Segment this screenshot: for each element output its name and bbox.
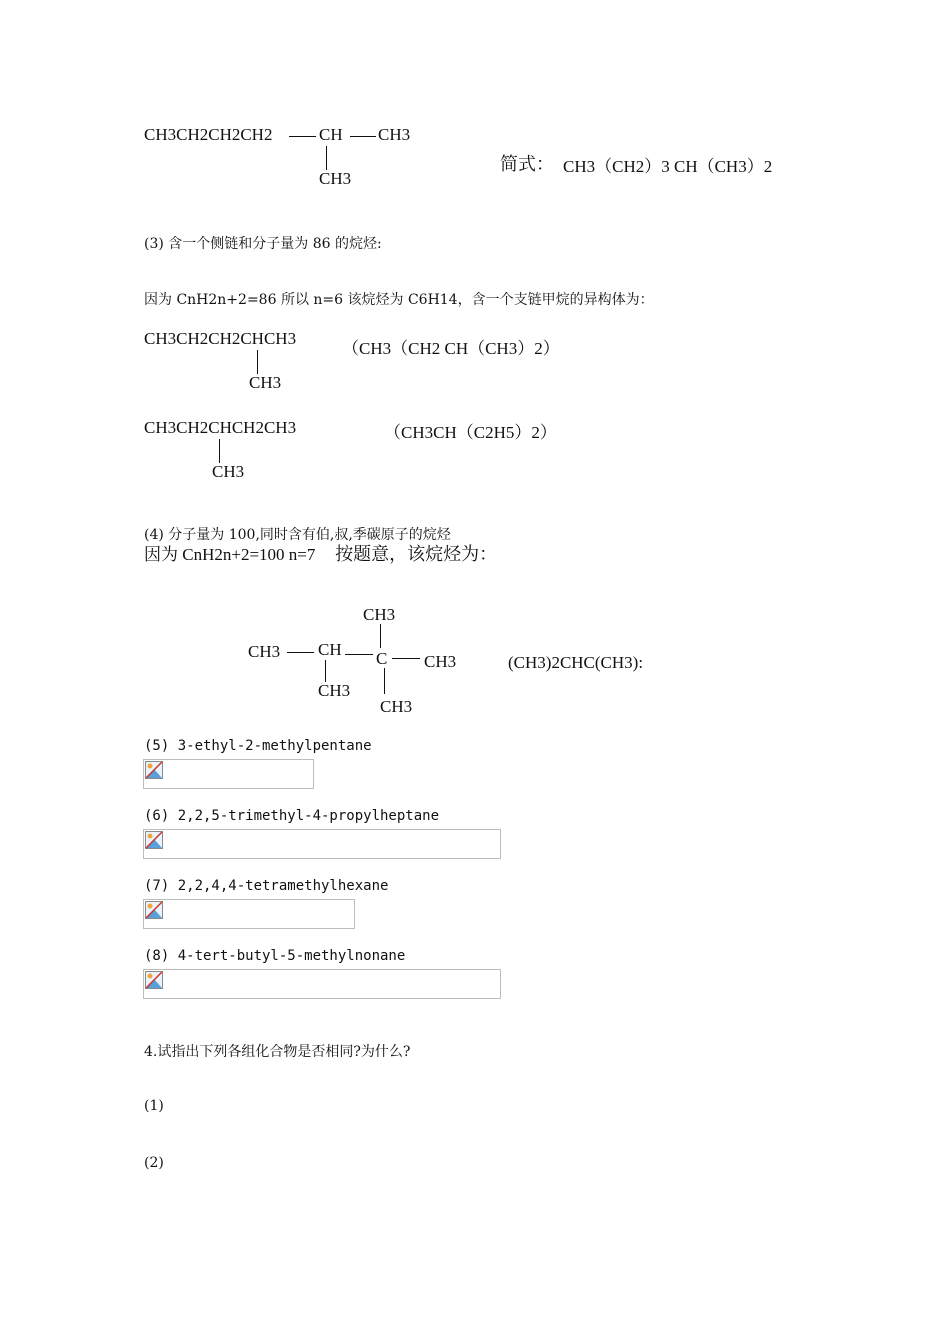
- broken-image-icon: [145, 761, 163, 779]
- question-4-sub-1: (1): [144, 1098, 164, 1114]
- bond-line: [392, 658, 420, 659]
- item-6-label: (6) 2,2,5-trimethyl-4-propylheptane: [144, 808, 440, 824]
- question-4-heading: 4.试指出下列各组化合物是否相同?为什么?: [144, 1044, 411, 1060]
- item-8-image: [143, 969, 501, 999]
- isomer-2-condensed: （CH3CH（C2H5）2）: [384, 423, 557, 442]
- ch3-under-ch: CH3: [318, 681, 351, 700]
- condensed-label: 简式：: [500, 154, 554, 175]
- section-3-heading: (3) 含一个侧链和分子量为 86 的烷烃:: [144, 236, 382, 252]
- ch3-left: CH3: [248, 642, 281, 661]
- item-7-label: (7) 2,2,4,4-tetramethylhexane: [144, 878, 389, 894]
- bond-line: [384, 668, 385, 694]
- bond-line: [287, 652, 314, 653]
- bond-line: [350, 136, 376, 137]
- section-4-heading: (4) 分子量为 100,同时含有伯,叔,季碳原子的烷烃: [144, 527, 451, 543]
- question-4-sub-2: (2): [144, 1155, 164, 1171]
- structure-main-chain: CH3CH2CH2CH2: [144, 125, 273, 144]
- broken-image-icon: [145, 971, 163, 989]
- ch3-top: CH3: [363, 605, 396, 624]
- isomer-2-branch: CH3: [212, 462, 245, 481]
- item-6-image: [143, 829, 501, 859]
- structure-ch: CH: [319, 125, 343, 144]
- bond-line: [380, 624, 381, 648]
- ch-center: CH: [318, 640, 342, 659]
- structure-ch3-below: CH3: [319, 169, 352, 188]
- item-5-label: (5) 3-ethyl-2-methylpentane: [144, 738, 372, 754]
- isomer-2-main-chain: CH3CH2CHCH2CH3: [144, 418, 297, 437]
- section-4-reasoning: [144, 540, 497, 566]
- bond-line: [257, 350, 258, 374]
- section-4-reasoning-formula: 因为 CnH2n+2=100 n=7: [144, 545, 316, 564]
- item-5-image: [143, 759, 314, 789]
- ch3-right: CH3: [424, 652, 457, 671]
- section-4-reasoning-text: 按题意，该烷烃为：: [335, 544, 498, 565]
- ch3-bottom: CH3: [380, 697, 413, 716]
- isomer-1-branch: CH3: [249, 373, 282, 392]
- broken-image-icon: [145, 831, 163, 849]
- section-4-condensed: (CH3)2CHC(CH3):: [508, 653, 644, 672]
- broken-image-icon: [145, 901, 163, 919]
- quaternary-c: C: [376, 649, 388, 668]
- isomer-1-condensed: （CH3（CH2 CH（CH3）2）: [342, 339, 560, 358]
- bond-line: [219, 439, 220, 463]
- structure-ch3-right: CH3: [378, 125, 411, 144]
- section-3-reasoning: 因为 CnH2n+2=86 所以 n=6 该烷烃为 C6H14，含一个支链甲烷的异构体为：: [144, 292, 654, 308]
- bond-line: [325, 660, 326, 682]
- item-7-image: [143, 899, 355, 929]
- bond-line: [345, 654, 373, 655]
- condensed-formula: CH3（CH2）3 CH（CH3）2: [563, 157, 773, 176]
- bond-line: [326, 146, 327, 170]
- isomer-1-main-chain: CH3CH2CH2CHCH3: [144, 329, 297, 348]
- bond-line: [289, 136, 316, 137]
- item-8-label: (8) 4-tert-butyl-5-methylnonane: [144, 948, 406, 964]
